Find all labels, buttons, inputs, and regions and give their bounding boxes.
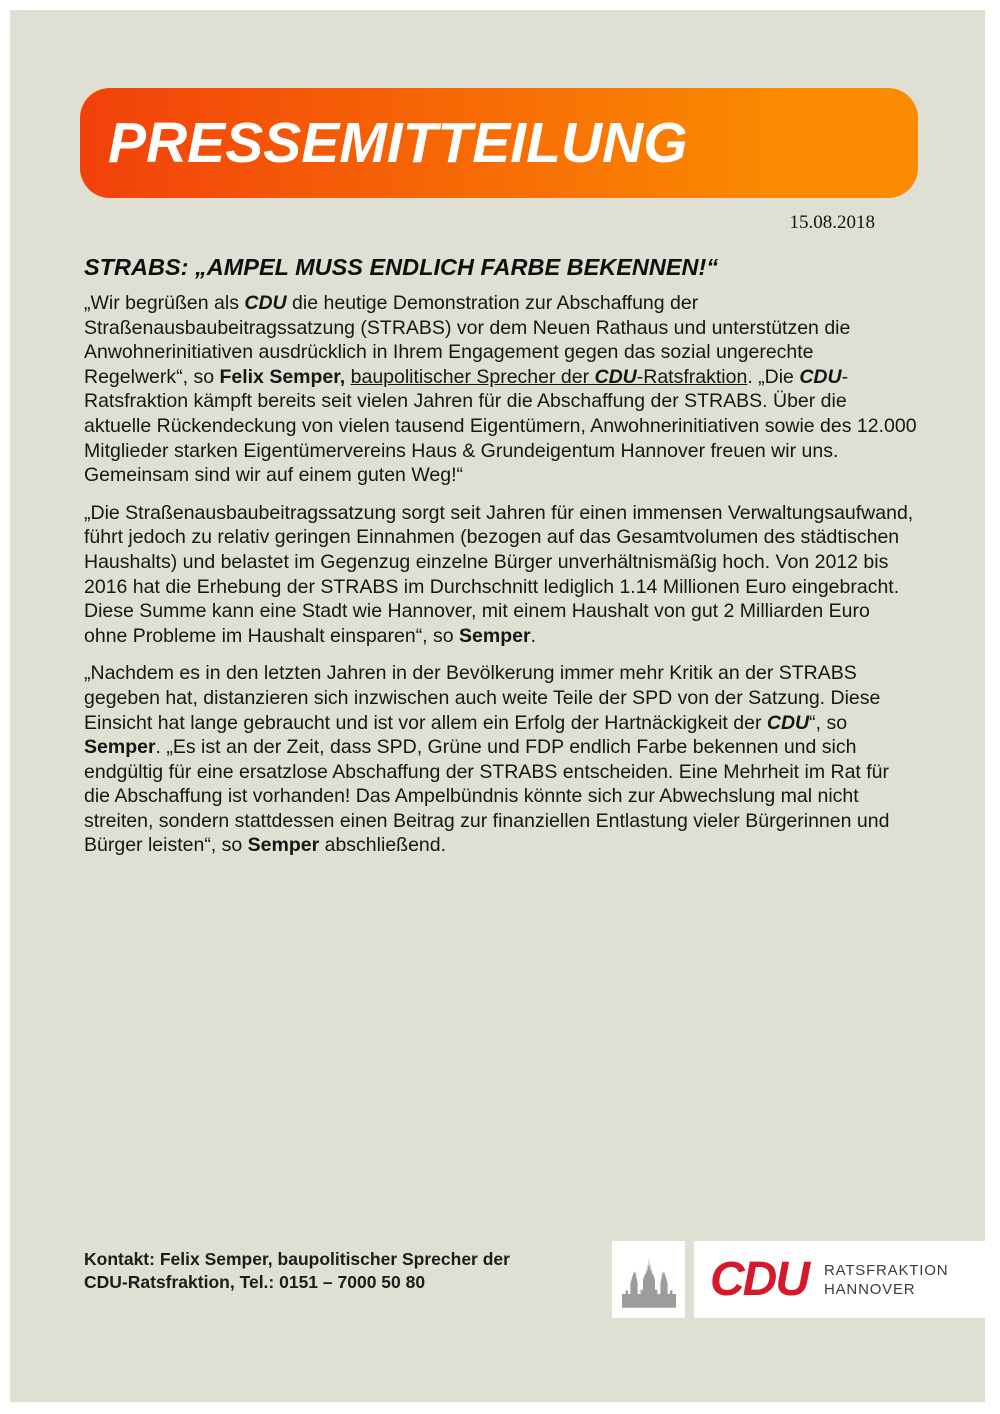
text-segment: CDU [244, 292, 287, 314]
text-segment: -Ratsfraktion [636, 365, 748, 388]
press-release-banner [80, 88, 918, 198]
text-segment: baupolitischer Sprecher der [350, 365, 595, 388]
cdu-wordmark: CDU [710, 1252, 808, 1306]
headline: STRABS: „AMPEL MUSS ENDLICH FARBE BEKENNEN!“ [84, 254, 719, 280]
text-segment: Semper [459, 624, 531, 647]
text-segment: . [530, 624, 537, 647]
paragraph [84, 501, 918, 649]
document-date: 15.08.2018 [789, 212, 875, 233]
text-segment: CDU [594, 365, 637, 388]
text-segment: . „Es ist an der Zeit, dass SPD, Grüne und FDP endlich Farbe bekennen und sich endgültig für eine ersatzlose Abschaffung der STRABS entscheiden. Eine Mehrheit im Rat für die Abschaffung ist vorhanden! Das Ampelbündnis könnte sich zur Abwechslung mal nicht streiten, sondern stattdessen einen Beitrag zur finanziellen Entlastung vieler Bürgerinnen und Bürger leisten“, so [84, 736, 890, 857]
text-segment: „Nachdem es in den letzten Jahren in der Bevölkerung immer mehr Kritik an der STRABS gegeben hat, distanzieren sich inzwischen auch weite Teile der SPD von der Satzung. Diese Einsicht hat lange gebraucht und ist vor allem ein Erfolg der Hartnäckigkeit der [84, 662, 881, 734]
rathaus-icon [612, 1241, 685, 1318]
text-segment: “, so [809, 711, 848, 734]
paragraph [84, 291, 918, 488]
contact-line-2: CDU-Ratsfraktion, Tel.: 0151 – 7000 50 80 [84, 1272, 426, 1292]
text-segment: Semper [247, 834, 320, 857]
contact-block [84, 1248, 510, 1294]
banner-title: PRESSEMITTEILUNG [108, 111, 688, 175]
text-segment: -Ratsfraktion kämpft bereits seit vielen Jahren für die Abschaffung der STRABS. Über die aktuelle Rückendeckung von vielen tausend Eigentümern, Anwohnerinitiativen sowie des 12.000 Mitglieder starken Eigentümervereins Haus & Grundeigentum Hannover freuen wir uns. Gemeinsam sind wir auf einem guten Weg!“ [84, 365, 917, 487]
text-segment: „Wir begrüßen als [84, 292, 245, 314]
text-segment: abschließend. [319, 834, 447, 857]
logo-org-line-2: HANNOVER [824, 1280, 916, 1298]
logo-org-line-1: RATSFRAKTION [824, 1261, 949, 1279]
logo-org-text [824, 1261, 948, 1299]
paragraph [84, 661, 918, 858]
text-segment: CDU [799, 365, 842, 388]
cdu-logo [694, 1241, 985, 1318]
text-segment: die heutige Demonstration zur Abschaffung der Straßenausbaubeitragssatzung (STRABS) vor dem Neuen Rathaus und unterstützen die Anwohnerinitiativen ausdrücklich in Ihrem Engagement gegen das sozial ungerechte Regelwerk“, so [84, 292, 851, 388]
text-segment: Felix Semper, [219, 365, 346, 388]
logo-row [612, 1241, 985, 1318]
text-segment: . „Die [747, 365, 800, 388]
text-segment: Semper [84, 736, 156, 759]
contact-line-1: Kontakt: Felix Semper, baupolitischer Sprecher der [84, 1249, 510, 1269]
text-segment: CDU [766, 711, 810, 734]
text-segment: „Die Straßenausbaubeitragssatzung sorgt seit Jahren für einen immensen Verwaltungsaufwand, führt jedoch zu relativ geringen Einnahmen (bezogen auf das Gesamtvolumen des städtischen Haushalts) und belastet im Gegenzug einzelne Bürger unverhältnismäßig hoch. Von 2012 bis 2016 hat die Erhebung der STRABS im Durchschnitt lediglich 1.14 Millionen Euro eingebracht. Diese Summe kann eine Stadt wie Hannover, mit einem Haushalt von gut 2 Milliarden Euro ohne Probleme im Haushalt einsparen“, so [84, 501, 914, 647]
body-paragraphs [84, 291, 918, 871]
document-sheet [10, 10, 985, 1402]
